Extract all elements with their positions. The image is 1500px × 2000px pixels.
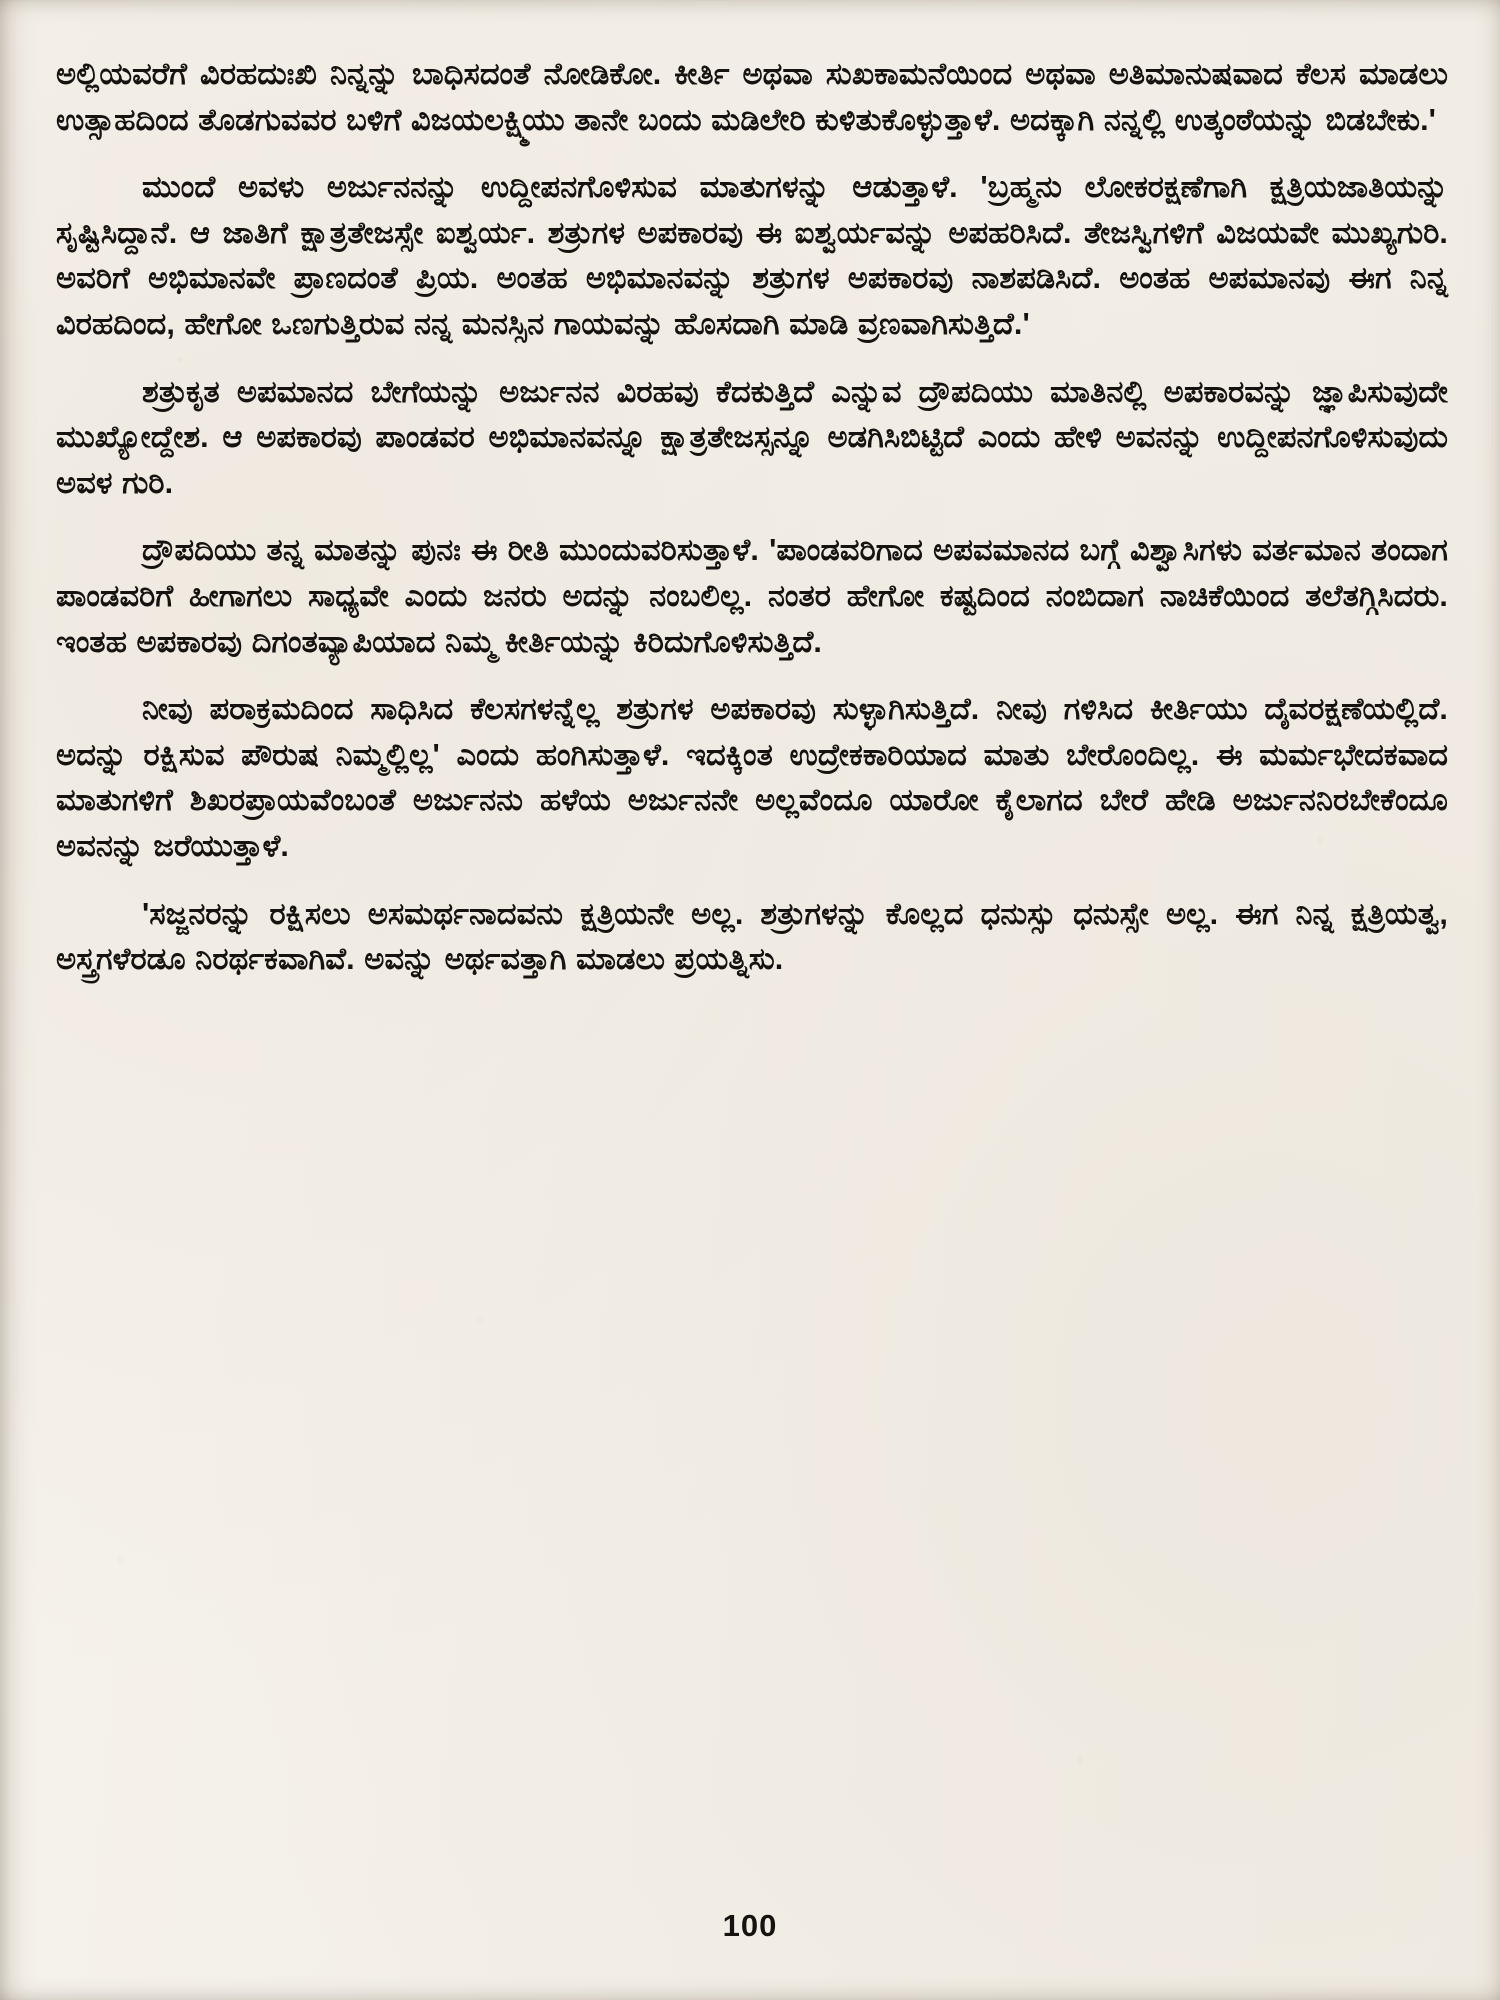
page-content	[56, 52, 1448, 2000]
paragraph-2: ಮುಂದೆ ಅವಳು ಅರ್ಜುನನನ್ನು ಉದ್ದೀಪನಗೊಳಿಸುವ ಮಾತುಗಳನ್ನು ಆಡುತ್ತಾಳೆ. 'ಬ್ರಹ್ಮನು ಲೋಕರಕ್ಷಣೆಗಾಗಿ ಕ್ಷತ್ರಿಯಜಾತಿಯನ್ನು ಸೃಷ್ಟಿಸಿದ್ದಾನೆ. ಆ ಜಾತಿಗೆ ಕ್ಷಾತ್ರತೇಜಸ್ಸೇ ಐಶ್ವರ್ಯ. ಶತ್ರುಗಳ ಅಪಕಾರವು ಈ ಐಶ್ವರ್ಯವನ್ನು ಅಪಹರಿಸಿದೆ. ತೇಜಸ್ವಿಗಳಿಗೆ ವಿಜಯವೇ ಮುಖ್ಯಗುರಿ. ಅವರಿಗೆ ಅಭಿಮಾನವೇ ಪ್ರಾಣದಂತೆ ಪ್ರಿಯ. ಅಂತಹ ಅಭಿಮಾನವನ್ನು ಶತ್ರುಗಳ ಅಪಕಾರವು ನಾಶಪಡಿಸಿದೆ. ಅಂತಹ ಅಪಮಾನವು ಈಗ ನಿನ್ನ ವಿರಹದಿಂದ, ಹೇಗೋ ಒಣಗುತ್ತಿರುವ ನನ್ನ ಮನಸ್ಸಿನ ಗಾಯವನ್ನು ಹೊಸದಾಗಿ ಮಾಡಿ ವ್ರಣವಾಗಿಸುತ್ತಿದೆ.'	[56, 170, 1448, 341]
paragraph-4: ದ್ರೌಪದಿಯು ತನ್ನ ಮಾತನ್ನು ಪುನಃ ಈ ರೀತಿ ಮುಂದುವರಿಸುತ್ತಾಳೆ. 'ಪಾಂಡವರಿಗಾದ ಅಪವಮಾನದ ಬಗ್ಗೆ ವಿಶ್ವಾಸಿಗಳು ವರ್ತಮಾನ ತಂದಾಗ ಪಾಂಡವರಿಗೆ ಹೀಗಾಗಲು ಸಾಧ್ಯವೇ ಎಂದು ಜನರು ಅದನ್ನು ನಂಬಲಿಲ್ಲ. ನಂತರ ಹೇಗೋ ಕಷ್ಟದಿಂದ ನಂಬಿದಾಗ ನಾಚಿಕೆಯಿಂದ ತಲೆತಗ್ಗಿಸಿದರು. ಇಂತಹ ಅಪಕಾರವು ದಿಗಂತವ್ಯಾಪಿಯಾದ ನಿಮ್ಮ ಕೀರ್ತಿಯನ್ನು ಕಿರಿದುಗೊಳಿಸುತ್ತಿದೆ.	[56, 533, 1448, 659]
paragraph-3: ಶತ್ರುಕೃತ ಅಪಮಾನದ ಬೇಗೆಯನ್ನು ಅರ್ಜುನನ ವಿರಹವು ಕೆದಕುತ್ತಿದೆ ಎನ್ನುವ ದ್ರೌಪದಿಯು ಮಾತಿನಲ್ಲಿ ಅಪಕಾರವನ್ನು ಜ್ಞಾಪಿಸುವುದೇ ಮುಖ್ಯೋದ್ದೇಶ. ಆ ಅಪಕಾರವು ಪಾಂಡವರ ಅಭಿಮಾನವನ್ನೂ ಕ್ಷಾತ್ರತೇಜಸ್ಸನ್ನೂ ಅಡಗಿಸಿಬಿಟ್ಟಿದೆ ಎಂದು ಹೇಳಿ ಅವನನ್ನು ಉದ್ದೀಪನಗೊಳಿಸುವುದು ಅವಳ ಗುರಿ.	[56, 374, 1448, 500]
page-number: 100	[722, 1908, 778, 1943]
paragraph-5: ನೀವು ಪರಾಕ್ರಮದಿಂದ ಸಾಧಿಸಿದ ಕೆಲಸಗಳನ್ನೆಲ್ಲ ಶತ್ರುಗಳ ಅಪಕಾರವು ಸುಳ್ಳಾಗಿಸುತ್ತಿದೆ. ನೀವು ಗಳಿಸಿದ ಕೀರ್ತಿಯು ದೈವರಕ್ಷಣೆಯಲ್ಲಿದೆ. ಅದನ್ನು ರಕ್ಷಿಸುವ ಪೌರುಷ ನಿಮ್ಮಲ್ಲಿಲ್ಲ' ಎಂದು ಹಂಗಿಸುತ್ತಾಳೆ. ಇದಕ್ಕಿಂತ ಉದ್ರೇಕಕಾರಿಯಾದ ಮಾತು ಬೇರೊಂದಿಲ್ಲ. ಈ ಮರ್ಮಭೇದಕವಾದ ಮಾತುಗಳಿಗೆ ಶಿಖರಪ್ರಾಯವೆಂಬಂತೆ ಅರ್ಜುನನು ಹಳೆಯ ಅರ್ಜುನನೇ ಅಲ್ಲವೆಂದೂ ಯಾರೋ ಕೈಲಾಗದ ಬೇರೆ ಹೇಡಿ ಅರ್ಜುನನಿರಬೇಕೆಂದೂ ಅವನನ್ನು ಜರೆಯುತ್ತಾಳೆ.	[56, 692, 1448, 863]
paragraph-1: ಅಲ್ಲಿಯವರೆಗೆ ವಿರಹದುಃಖಿ ನಿನ್ನನ್ನು ಬಾಧಿಸದಂತೆ ನೋಡಿಕೋ. ಕೀರ್ತಿ ಅಥವಾ ಸುಖಕಾಮನೆಯಿಂದ ಅಥವಾ ಅತಿಮಾನುಷವಾದ ಕೆಲಸ ಮಾಡಲು ಉತ್ಸಾಹದಿಂದ ತೊಡಗುವವರ ಬಳಿಗೆ ವಿಜಯಲಕ್ಷ್ಮಿಯು ತಾನೇ ಬಂದು ಮಡಿಲೇರಿ ಕುಳಿತುಕೊಳ್ಳುತ್ತಾಳೆ. ಅದಕ್ಕಾಗಿ ನನ್ನಲ್ಲಿ ಉತ್ಕಂಠೆಯನ್ನು ಬಿಡಬೇಕು.'	[56, 57, 1448, 137]
paragraph-6: 'ಸಜ್ಜನರನ್ನು ರಕ್ಷಿಸಲು ಅಸಮರ್ಥನಾದವನು ಕ್ಷತ್ರಿಯನೇ ಅಲ್ಲ. ಶತ್ರುಗಳನ್ನು ಕೊಲ್ಲದ ಧನುಸ್ಸು ಧನುಸ್ಸೇ ಅಲ್ಲ. ಈಗ ನಿನ್ನ ಕ್ಷತ್ರಿಯತ್ವ, ಅಸ್ತ್ರಗಳೆರಡೂ ನಿರರ್ಥಕವಾಗಿವೆ. ಅವನ್ನು ಅರ್ಥವತ್ತಾಗಿ ಮಾಡಲು ಪ್ರಯತ್ನಿಸು.	[56, 896, 1448, 977]
